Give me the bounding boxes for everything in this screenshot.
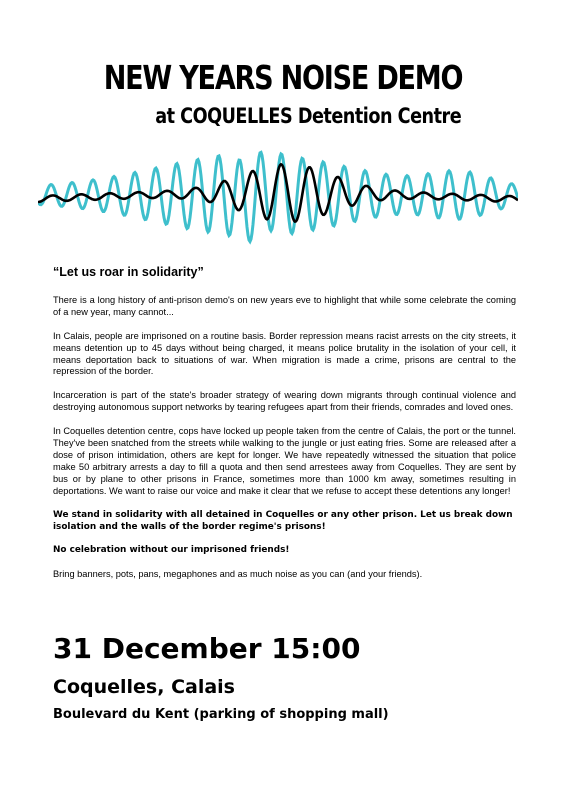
- slogan-quote: “Let us roar in solidarity”: [53, 265, 204, 279]
- no-celebration-statement: No celebration without our imprisoned friends!: [53, 545, 290, 556]
- page-subtitle: at COQUELLES Detention Centre: [155, 104, 462, 128]
- event-location: Coquelles, Calais: [53, 676, 235, 698]
- event-address: Boulevard du Kent (parking of shopping mall): [53, 707, 389, 722]
- solidarity-statement: We stand in solidarity with all detained in Coquelles or any other prison. Let us break down isolation and the walls of the border regime's prisons!: [53, 509, 513, 532]
- paragraph-coquelles: In Coquelles detention centre, cops have locked up people taken from the centre of Calais, the port or the tunnel. They've been snatched from the streets while walking to the jungle or just eating fries. Some are released after a dose of prison intimidation, others are kept for longer. We have repeatedly witnessed the situation that police make 50 arbitrary arrests a day to fill a quota and then send arrestees away from Coquelles. They are sent by bus or by plane to other prisons in France, sometimes more than 1000 km away, sometimes resulting in deportations. We want to raise our voice and make it clear that we refuse to accept these detentions any longer!: [53, 426, 516, 496]
- bring-instructions: Bring banners, pots, pans, megaphones and as much noise as you can (and your friends).: [53, 569, 423, 580]
- sound-wave-icon: [38, 143, 518, 267]
- event-datetime: 31 December 15:00: [53, 632, 361, 665]
- paragraph-calais: In Calais, people are imprisoned on a routine basis. Border repression means racist arrests on the city streets, it means detention up to 45 days without being charged, it means police brutality in the isolation of your cell, it means deportation back to situations of war. When migration is made a crime, prisons are central to the repression of the border.: [53, 330, 516, 377]
- flyer-body: [53, 267, 516, 593]
- page-title: NEW YEARS NOISE DEMO: [103, 58, 463, 97]
- paragraph-history: There is a long history of anti-prison demo's on new years eve to highlight that while some celebrate the coming of a new year, many cannot...: [53, 294, 516, 317]
- paragraph-incarceration: Incarceration is part of the state's broader strategy of wearing down migrants through continual violence and destroying autonomous support networks by tearing refugees apart from their friends, comrades and loved ones.: [53, 390, 516, 413]
